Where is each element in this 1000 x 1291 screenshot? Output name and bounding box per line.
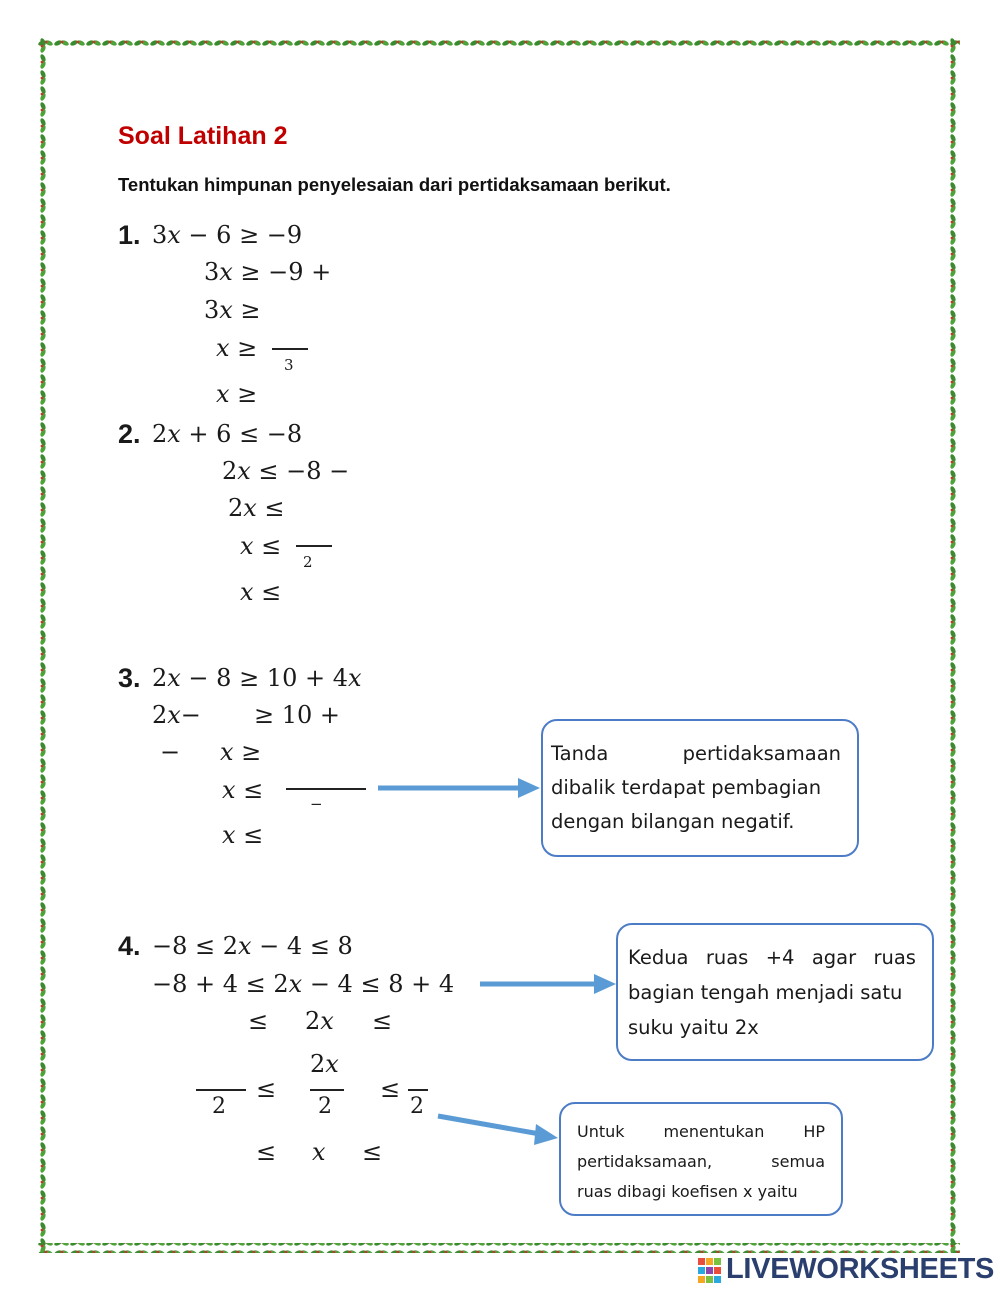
liveworksheets-brand[interactable]: LIVEWORKSHEETS [726, 1253, 995, 1285]
problem-4-line-5b: 𝑥 [312, 1138, 326, 1166]
problem-4-line-5c: ≤ [362, 1138, 383, 1166]
problem-1-line-5: 𝑥 ≥ [216, 380, 258, 408]
problem-1-line-4: 𝑥 ≥ [216, 334, 258, 362]
problem-3-line-4: 𝑥 ≤ [222, 776, 264, 804]
problem-2-denominator: 2 [303, 553, 313, 571]
note-1 [541, 719, 859, 857]
problem-3-line-1: 2𝑥 − 8 ≥ 10 + 4𝑥 [152, 664, 362, 692]
problem-3-line-3b: 𝑥 ≥ [220, 738, 262, 766]
problem-4-line-1: −8 ≤ 2𝑥 − 4 ≤ 8 [152, 932, 353, 960]
problem-2-line-2: 2𝑥 ≤ −8 − [222, 457, 350, 485]
problem-4-line-3c: ≤ [372, 1007, 393, 1035]
problem-3-denominator: − [310, 795, 323, 813]
problem-4-denominator-right: 2 [410, 1094, 424, 1119]
arrow-note-1 [378, 778, 540, 798]
problem-4-denominator-middle: 2 [318, 1094, 332, 1119]
problem-3-number: 3. [118, 663, 141, 693]
problem-4-number: 4. [118, 931, 141, 961]
note-2-word-4: agar [811, 946, 857, 969]
problem-2-line-4: 𝑥 ≤ [240, 532, 282, 560]
note-3-word-4: pertidaksamaan, [577, 1152, 713, 1171]
note-2-word-3: +4 [765, 946, 795, 969]
note-3 [559, 1102, 843, 1216]
note-2-line-2: bagian tengah menjadi satu [628, 981, 903, 1004]
problem-2-line-3: 2𝑥 ≤ [228, 494, 285, 522]
problem-2-line-1: 2𝑥 + 6 ≤ −8 [152, 420, 303, 448]
note-1-word-2: pertidaksamaan [682, 742, 841, 765]
note-3-word-5: semua [771, 1152, 825, 1171]
page-title: Soal Latihan 2 [118, 122, 288, 150]
note-3-word-1: Untuk [577, 1122, 625, 1141]
problem-3-line-2a: 2𝑥− [152, 701, 201, 729]
note-2 [616, 923, 934, 1061]
problem-1-denominator: 3 [284, 356, 294, 374]
note-2-line-3: suku yaitu 2x [628, 1016, 759, 1039]
problem-4-line-2: −8 + 4 ≤ 2𝑥 − 4 ≤ 8 + 4 [152, 970, 455, 998]
note-3-word-2: menentukan [663, 1122, 765, 1141]
problem-4-line-4b: ≤ [380, 1075, 401, 1103]
instruction-text: Tentukan himpunan penyelesaian dari pertidaksamaan berikut. [118, 174, 671, 195]
problem-1-number: 1. [118, 220, 141, 250]
note-1-line-2: dibalik terdapat pembagian [551, 776, 822, 799]
problem-1-line-1: 3𝑥 − 6 ≥ −9 [152, 221, 303, 249]
problem-2-number: 2. [118, 419, 141, 449]
note-3-line-3: ruas dibagi koefisen x yaitu [577, 1182, 798, 1201]
problem-4-numerator-middle: 2𝑥 [310, 1050, 339, 1078]
liveworksheets-logo-icon [698, 1258, 722, 1284]
note-2-word-2: ruas [705, 946, 749, 969]
note-3-word-3: HP [803, 1122, 825, 1141]
note-1-word-1: Tanda [551, 742, 609, 765]
problem-3-line-5: 𝑥 ≤ [222, 821, 264, 849]
problem-4-line-3b: 2𝑥 [305, 1007, 334, 1035]
problem-4-line-5a: ≤ [256, 1138, 277, 1166]
note-1-line-3: dengan bilangan negatif. [551, 810, 795, 833]
problem-1-line-3: 3𝑥 ≥ [204, 296, 261, 324]
problem-3-line-2b: ≥ 10 + [254, 701, 341, 729]
arrow-note-3 [438, 1116, 558, 1145]
problem-2-line-5: 𝑥 ≤ [240, 578, 282, 606]
problem-1-line-2: 3𝑥 ≥ −9 + [204, 258, 332, 286]
problem-4-line-3a: ≤ [248, 1007, 269, 1035]
note-2-word-5: ruas [873, 946, 916, 969]
problem-3-line-3a: − [160, 738, 181, 766]
arrow-note-2 [480, 974, 616, 994]
problem-4-line-4a: ≤ [256, 1075, 277, 1103]
note-2-word-1: Kedua [628, 946, 689, 969]
problem-4-denominator-left: 2 [212, 1094, 226, 1119]
